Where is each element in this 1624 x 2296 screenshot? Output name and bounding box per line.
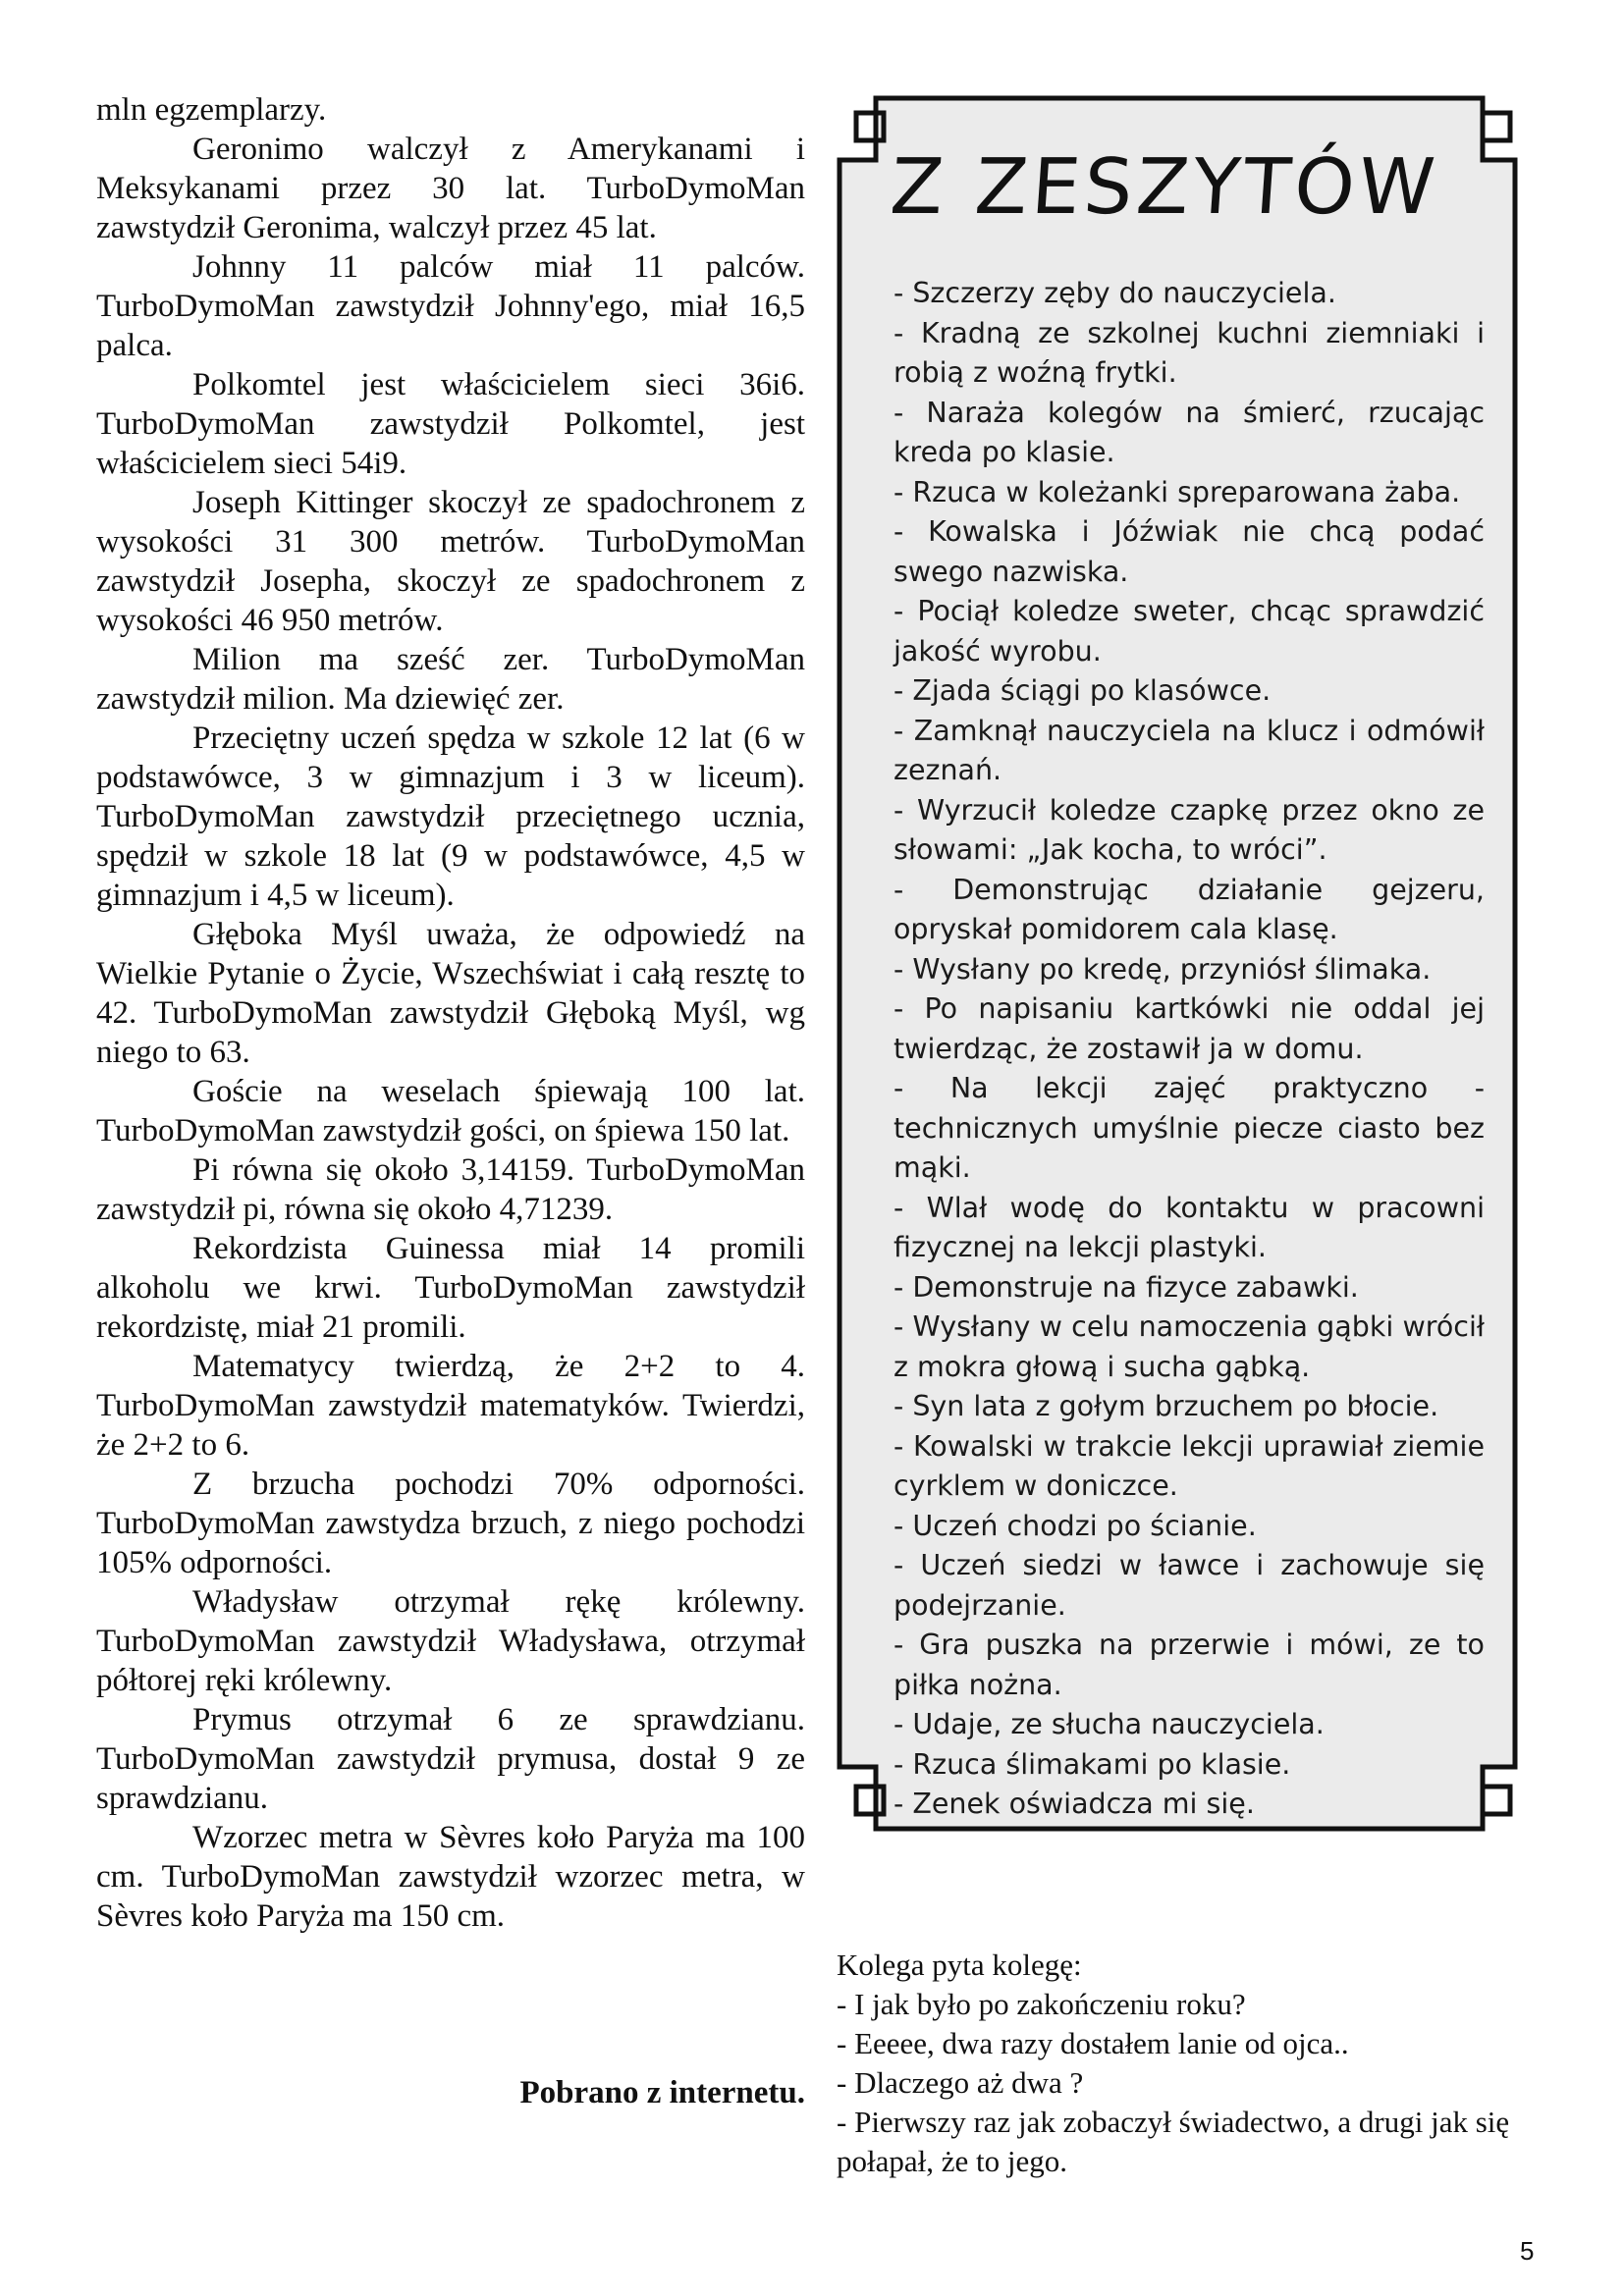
list-item: - Rzuca w koleżanki spreparowana żaba. — [893, 475, 1461, 508]
page-number: 5 — [1520, 2236, 1535, 2266]
list-item: - Uczeń siedzi w ławce i zachowuje się podejrzanie. — [893, 1549, 1485, 1622]
list-item: - Zjada ściągi po klasówce. — [893, 674, 1272, 707]
list-item: - Demonstrując działanie gejzeru, opryskał pomidorem cala klasę. — [893, 873, 1485, 945]
corner-ornament-bottom-right — [1483, 1787, 1510, 1814]
article-paragraph: Głęboka Myśl uważa, że odpowiedź na Wielkie Pytanie o Życie, Wszechświat i całą resztę to 42. TurboDymoMan zawstydził Głęboką Myśl, wg niego to 63. — [96, 917, 805, 1070]
article-paragraph: Przeciętny uczeń spędza w szkole 12 lat (6 w podstawówce, 3 w gimnazjum i 3 w liceum). TurboDymoMan zawstydził przeciętnego ucznia, spędził w szkole 18 lat (9 w podstawówce, 4,5 w gimnazjum i 4,5 w liceum). — [96, 721, 805, 913]
list-item: - Naraża kolegów na śmierć, rzucając kreda po klasie. — [893, 396, 1485, 468]
article-source: Pobrano z internetu. — [519, 2075, 805, 2110]
list-item: - Wysłany po kredę, przyniósł ślimaka. — [893, 952, 1432, 986]
list-item: - Wlał wodę do kontaktu w pracowni fizycznej na lekcji plastyki. — [893, 1191, 1485, 1263]
article-paragraph: Joseph Kittinger skoczył ze spadochronem z wysokości 31 300 metrów. TurboDymoMan zawstydził Josepha, skoczył ze spadochronem z wysokości 46 950 metrów. — [96, 485, 805, 638]
article-paragraph: Goście na weselach śpiewają 100 lat. TurboDymoMan zawstydził gości, on śpiewa 150 lat. — [96, 1074, 805, 1148]
list-item: - Pociął koledze sweter, chcąc sprawdzić jakość wyrobu. — [893, 595, 1485, 667]
list-item: - Uczeń chodzi po ścianie. — [893, 1509, 1257, 1542]
article-paragraph: Johnny 11 palców miał 11 palców. TurboDymoMan zawstydził Johnny'ego, miał 16,5 palca. — [96, 249, 805, 363]
article-paragraph: Z brzucha pochodzi 70% odporności. TurboDymoMan zawstydza brzuch, z niego pochodzi 105% odporności. — [96, 1467, 805, 1580]
joke-line: - I jak było po zakończeniu roku? — [837, 1987, 1246, 2021]
joke-line: - Pierwszy raz jak zobaczył świadectwo, a drugi jak się połapał, że to jego. — [837, 2105, 1510, 2178]
list-item: - Na lekcji zajęć praktyczno - technicznych umyślnie piecze ciasto bez mąki. — [893, 1072, 1485, 1184]
list-item: - Demonstruje na fizyce zabawki. — [893, 1270, 1359, 1304]
article-paragraph: Rekordzista Guinessa miał 14 promili alkoholu we krwi. TurboDymoMan zawstydził rekordzistę, miał 21 promili. — [96, 1231, 805, 1345]
list-item: - Szczerzy zęby do nauczyciela. — [893, 277, 1336, 309]
article-paragraph: Prymus otrzymał 6 ze sprawdzianu. TurboDymoMan zawstydził prymusa, dostał 9 ze sprawdzianu. — [96, 1702, 805, 1816]
box-title: Z ZESZYTÓW — [887, 143, 1441, 232]
article-paragraph: Milion ma sześć zer. TurboDymoMan zawstydził milion. Ma dziewięć zer. — [96, 642, 805, 717]
notebook-entries-list — [893, 274, 1485, 1825]
list-item: - Syn lata z gołym brzuchem po błocie. — [893, 1390, 1439, 1422]
list-item: - Udaje, ze słucha nauczyciela. — [893, 1708, 1325, 1740]
list-item: - Wysłany w celu namoczenia gąbki wrócił z mokra głową i sucha gąbką. — [893, 1310, 1485, 1383]
list-item: - Wyrzucił koledze czapkę przez okno ze słowami: „Jak kocha, to wróci”. — [893, 793, 1485, 866]
joke-line: - Eeeee, dwa razy dostałem lanie od ojca.. — [837, 2026, 1349, 2060]
list-item: - Kowalski w trakcie lekcji uprawiał ziemie cyrklem w doniczce. — [893, 1429, 1485, 1502]
list-item: - Po napisaniu kartkówki nie oddal jej twierdząc, że zostawił ja w domu. — [893, 992, 1485, 1065]
joke-line: Kolega pyta kolegę: — [837, 1948, 1082, 1982]
article-paragraph: Geronimo walczył z Amerykanami i Meksykanami przez 30 lat. TurboDymoMan zawstydził Geronima, walczył przez 45 lat. — [96, 132, 805, 245]
list-item: - Zamknął nauczyciela na klucz i odmówił zeznań. — [893, 714, 1485, 786]
list-item: - Kradną ze szkolnej kuchni ziemniaki i robią z woźną frytki. — [893, 316, 1485, 389]
article-paragraph: Pi równa się około 3,14159. TurboDymoMan zawstydził pi, równa się około 4,71239. — [96, 1152, 805, 1227]
corner-ornament-top-right — [1483, 113, 1510, 140]
list-item: - Rzuca ślimakami po klasie. — [893, 1747, 1291, 1781]
article-paragraph: Matematycy twierdzą, że 2+2 to 4. TurboDymoMan zawstydził matematyków. Twierdzi, że 2+2 to 6. — [96, 1349, 805, 1463]
article-paragraph: mln egzemplarzy. — [96, 92, 327, 128]
list-item: - Gra puszka na przerwie i mówi, ze to piłka nożna. — [893, 1629, 1485, 1701]
article-paragraph: Polkomtel jest właścicielem sieci 36i6. TurboDymoMan zawstydził Polkomtel, jest właścicielem sieci 54i9. — [96, 367, 805, 481]
list-item: - Kowalska i Jóźwiak nie chcą podać swego nazwiska. — [893, 515, 1485, 588]
article-paragraph: Wzorzec metra w Sèvres koło Paryża ma 100 cm. TurboDymoMan zawstydził wzorzec metra, w Sèvres koło Paryża ma 150 cm. — [96, 1820, 805, 1934]
article-paragraph: Władysław otrzymał rękę królewny. TurboDymoMan zawstydził Władysława, otrzymał półtorej ręki królewny. — [96, 1584, 805, 1698]
joke-line: - Dlaczego aż dwa ? — [837, 2065, 1084, 2100]
list-item: - Zenek oświadcza mi się. — [893, 1788, 1255, 1820]
joke-block — [837, 1946, 1524, 2181]
